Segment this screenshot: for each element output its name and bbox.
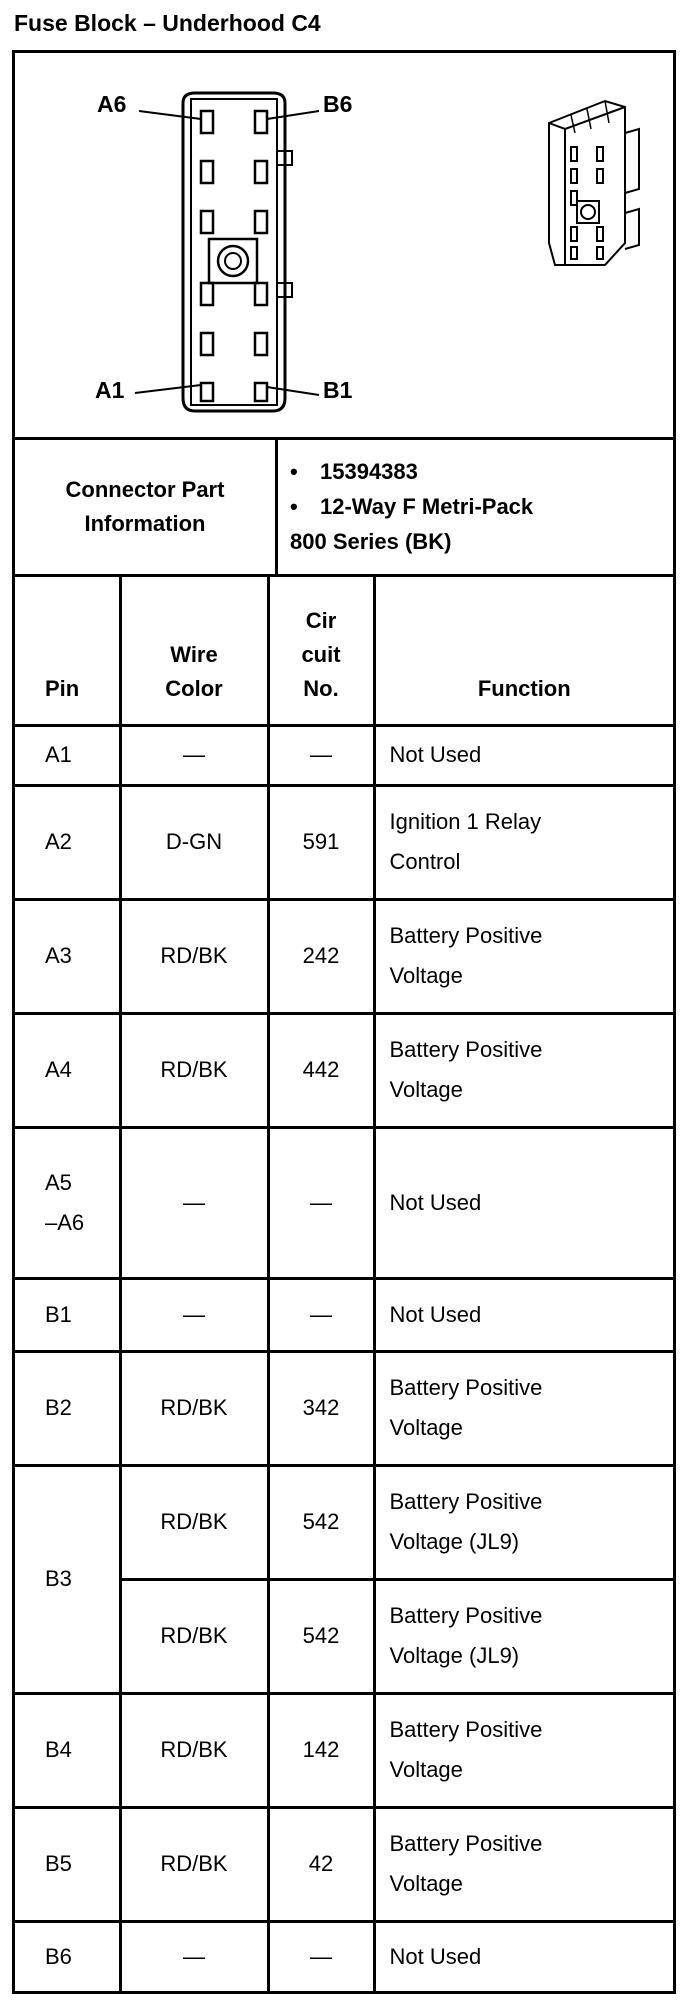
function-cell: Not Used	[374, 1127, 673, 1278]
table-row	[15, 1013, 673, 1127]
function-cell: Battery Positive Voltage (JL9)	[374, 1465, 673, 1579]
connector-sheet	[12, 50, 676, 1994]
function-cell: Battery Positive Voltage	[374, 1351, 673, 1465]
pin-cell: B2	[15, 1351, 120, 1465]
function-cell: Battery Positive Voltage	[374, 1013, 673, 1127]
wire-color-cell: RD/BK	[120, 899, 268, 1013]
wire-color-cell: RD/BK	[120, 1693, 268, 1807]
circuit-cell: —	[268, 1127, 374, 1278]
circuit-cell: 42	[268, 1807, 374, 1921]
wire-color-cell: RD/BK	[120, 1807, 268, 1921]
wire-color-cell: —	[120, 725, 268, 785]
function-cell: Not Used	[374, 1278, 673, 1351]
pin-cell: B4	[15, 1693, 120, 1807]
connector-info-label-line1: Connector Part	[65, 477, 225, 502]
function-cell: Not Used	[374, 1921, 673, 1991]
circuit-cell: —	[268, 1278, 374, 1351]
connector-info-label-line2: Information	[84, 511, 206, 536]
table-row	[15, 1278, 673, 1351]
wire-color-cell: RD/BK	[120, 1579, 268, 1693]
circuit-cell: —	[268, 725, 374, 785]
connector-description: 12-Way F Metri-Pack	[320, 494, 534, 519]
circuit-cell: —	[268, 1921, 374, 1991]
circuit-cell: 542	[268, 1465, 374, 1579]
table-row	[15, 1351, 673, 1465]
connector-housing-icon	[535, 93, 645, 313]
pin-cell: B6	[15, 1921, 120, 1991]
wire-color-cell: —	[120, 1921, 268, 1991]
function-cell: Ignition 1 Relay Control	[374, 785, 673, 899]
pin-label-a1: A1	[95, 377, 125, 403]
pin-label-b1: B1	[323, 377, 353, 403]
circuit-cell: 342	[268, 1351, 374, 1465]
wire-color-cell: RD/BK	[120, 1351, 268, 1465]
circuit-cell: 442	[268, 1013, 374, 1127]
table-row	[15, 1921, 673, 1991]
pin-cell: B1	[15, 1278, 120, 1351]
table-row	[15, 1465, 673, 1579]
pin-label-a6: A6	[97, 91, 127, 117]
pin-label-b6: B6	[323, 91, 353, 117]
pin-cell: B5	[15, 1807, 120, 1921]
header-wire-color: Wire Color	[120, 577, 268, 725]
connector-info-values	[278, 440, 673, 574]
table-row	[15, 1693, 673, 1807]
bullet-icon: •	[290, 494, 298, 519]
circuit-cell: 242	[268, 899, 374, 1013]
function-cell: Battery Positive Voltage	[374, 899, 673, 1013]
table-row	[15, 1127, 673, 1278]
table-header-row	[15, 577, 673, 725]
page-title: Fuse Block – Underhood C4	[14, 10, 321, 36]
circuit-cell: 591	[268, 785, 374, 899]
wire-color-cell: D-GN	[120, 785, 268, 899]
pin-cell: B3	[15, 1465, 120, 1693]
circuit-cell: 542	[268, 1579, 374, 1693]
pinout-table	[15, 577, 673, 1991]
function-cell: Battery Positive Voltage	[374, 1807, 673, 1921]
table-row	[15, 785, 673, 899]
connector-series: 800 Series (BK)	[290, 529, 452, 554]
header-circuit-no: Cir cuit No.	[268, 577, 374, 725]
pin-cell: A5 –A6	[15, 1127, 120, 1278]
pin-cell: A3	[15, 899, 120, 1013]
function-cell: Not Used	[374, 725, 673, 785]
wire-color-cell: —	[120, 1278, 268, 1351]
circuit-cell: 142	[268, 1693, 374, 1807]
pin-cell: A2	[15, 785, 120, 899]
bullet-icon: •	[290, 459, 298, 484]
header-function: Function	[374, 577, 673, 725]
table-row	[15, 899, 673, 1013]
table-row	[15, 1807, 673, 1921]
wire-color-cell: RD/BK	[120, 1013, 268, 1127]
pin-cell: A4	[15, 1013, 120, 1127]
connector-part-information	[15, 440, 673, 577]
wire-color-cell: —	[120, 1127, 268, 1278]
function-cell: Battery Positive Voltage (JL9)	[374, 1579, 673, 1693]
table-row	[15, 725, 673, 785]
pin-cell: A1	[15, 725, 120, 785]
connector-diagram	[15, 53, 673, 440]
part-number: 15394383	[320, 459, 418, 484]
wire-color-cell: RD/BK	[120, 1465, 268, 1579]
function-cell: Battery Positive Voltage	[374, 1693, 673, 1807]
connector-info-label	[15, 440, 278, 574]
header-pin: Pin	[15, 577, 120, 725]
